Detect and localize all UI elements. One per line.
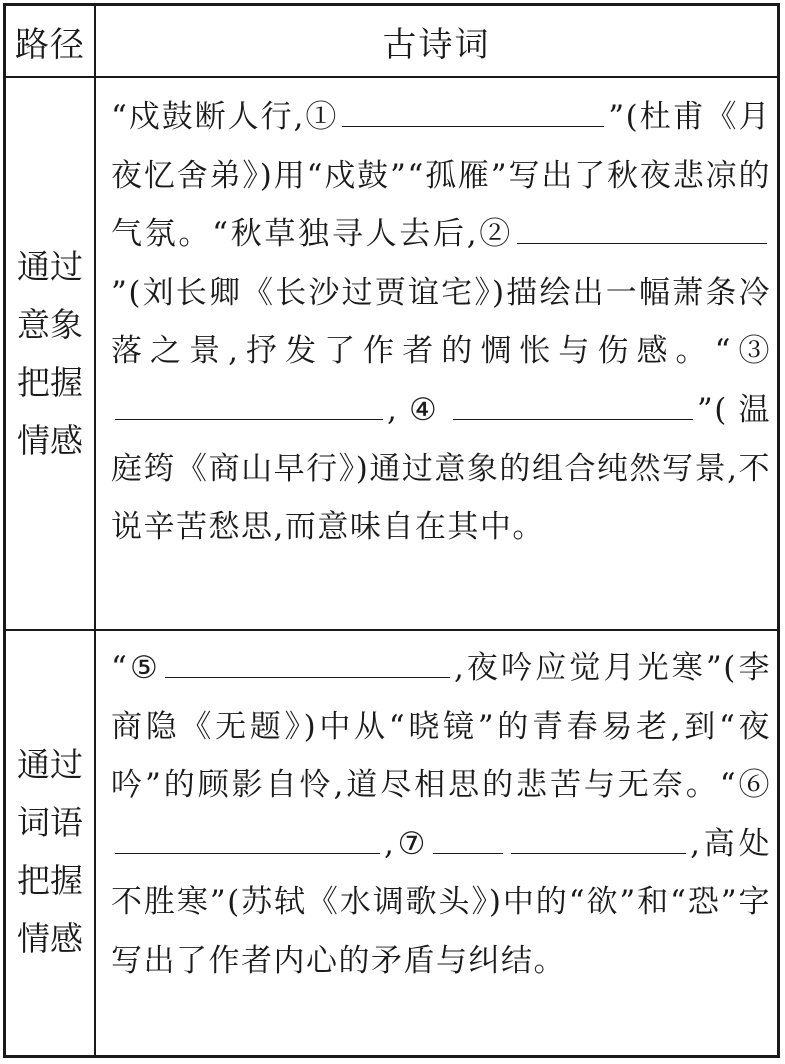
route-line: 通过	[17, 745, 83, 784]
text-segment: “戍鼓断人行,①	[111, 99, 339, 135]
text-segment: ,高处不胜寒”(苏轼《水调歌头》)中的“欲”和“恐”字写出了作者内心的矛盾与纠结。	[111, 825, 771, 979]
route-line: 把握	[17, 861, 83, 900]
answer-blank-1[interactable]	[342, 96, 604, 127]
text-segment: ”(温庭筠《商山早行》)通过意象的组合纯然写景,不说辛苦愁思,而意味自在其中。	[111, 391, 771, 546]
answer-blank-6[interactable]	[115, 823, 380, 854]
poetry-table	[3, 3, 780, 1058]
answer-blank-7a[interactable]	[433, 823, 503, 854]
route-label-imagery	[6, 238, 94, 470]
route-line: 通过	[17, 247, 83, 286]
text-segment: ,④	[387, 391, 449, 428]
answer-blank-7b[interactable]	[511, 823, 686, 854]
route-line: 把握	[17, 363, 83, 402]
text-segment: ”(刘长卿《长沙过贾谊宅》)描绘出一幅萧条冷落之景,抒发了作者的惆怅与伤感。“③	[111, 274, 771, 370]
answer-blank-4[interactable]	[453, 389, 693, 420]
row-1-content	[111, 88, 771, 557]
text-segment: ”(杜甫《月夜忆舍弟》)用“戍鼓”“孤雁”写出了秋夜悲凉的气氛。“秋草独寻人去后,②	[111, 99, 771, 253]
route-line: 情感	[17, 919, 83, 958]
header-divider	[6, 76, 777, 78]
column-divider	[94, 6, 96, 1055]
text-segment: ,夜吟应觉月光寒”(李商隐《无题》)中从“晓镜”的青春易老,到“夜吟”的顾影自怜,道尽相思的悲苦与无奈。“⑥	[111, 650, 772, 804]
route-line: 情感	[17, 421, 83, 460]
answer-blank-5[interactable]	[165, 647, 450, 678]
row-divider	[6, 629, 777, 631]
header-poem: 古诗词	[382, 24, 491, 65]
answer-blank-3[interactable]	[115, 389, 383, 420]
route-line: 词语	[17, 803, 83, 842]
text-segment: ,⑦	[384, 825, 430, 862]
header-path: 路径	[15, 24, 85, 65]
row-2-content	[111, 639, 771, 991]
text-segment: “⑤	[111, 650, 161, 686]
route-label-words	[6, 736, 94, 968]
answer-blank-2[interactable]	[517, 213, 767, 244]
route-line: 意象	[17, 305, 83, 344]
